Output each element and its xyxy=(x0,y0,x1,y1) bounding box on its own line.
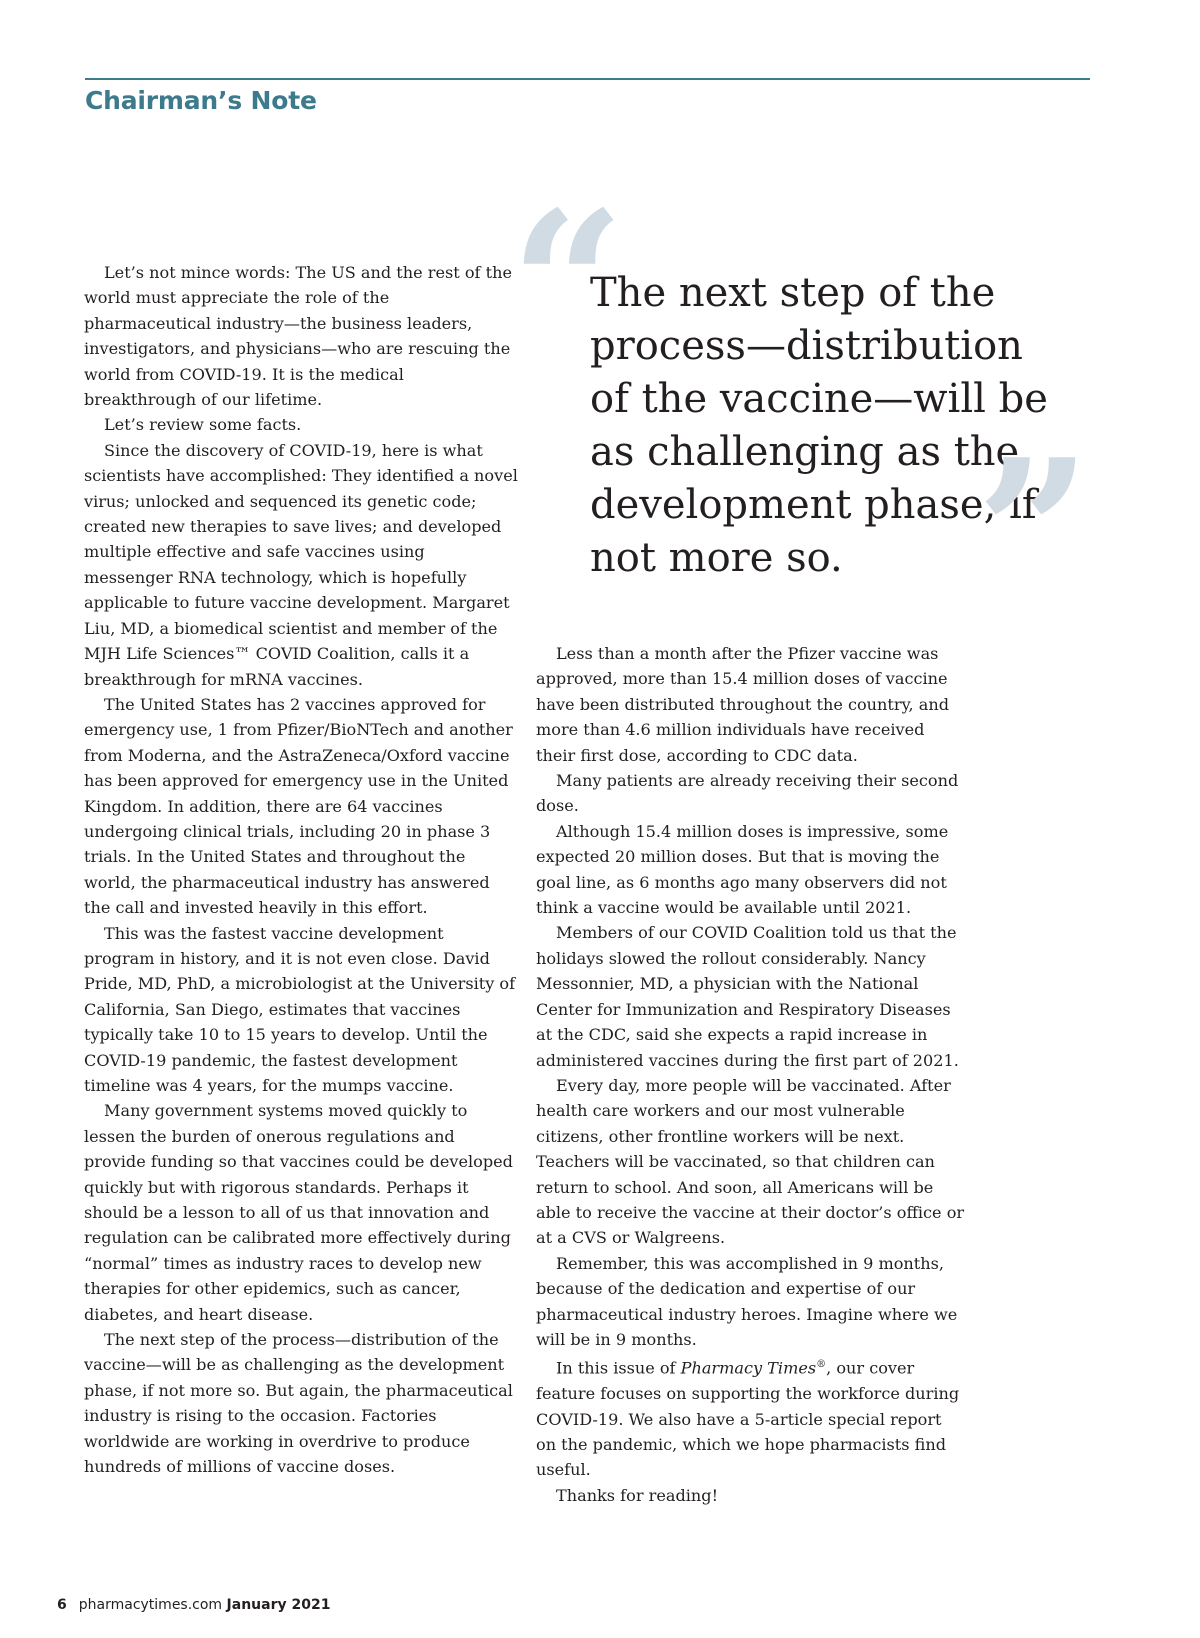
paragraph: The United States has 2 vaccines approved for emergency use, 1 from Pfizer/BioNTech and another from Moderna, and the AstraZeneca/Oxford vaccine has been approved for emergency use in the United Kingdom. In addition, there are 64 vaccines undergoing clinical trials, including 20 in phase 3 trials. In the United States and throughout the world, the pharmaceutical industry has answered the call and invested heavily in this effort. xyxy=(84,694,513,918)
right-column xyxy=(536,641,966,1508)
registered-mark: ® xyxy=(816,1359,827,1371)
paragraph: Let’s review some facts. xyxy=(104,415,302,435)
footer-site: pharmacytimes.com xyxy=(78,1597,223,1613)
paragraph: The next step of the process—distribution of the vaccine—will be as challenging as the development phase, if not more so. But again, the pharmaceutical industry is rising to the occasion. Factories worldwide are working in overdrive to produce hundreds of millions of vaccine doses. xyxy=(84,1330,513,1477)
issue-prefix: In this issue of xyxy=(556,1358,681,1378)
closing-line: Thanks for reading! xyxy=(556,1485,719,1505)
header-rule xyxy=(85,78,1090,80)
paragraph: Members of our COVID Coalition told us that the holidays slowed the rollout considerably. Nancy Messonnier, MD, a physician with the National Center for Immunization and Respiratory Diseases at the CDC, said she expects a rapid increase in administered vaccines during the first part of 2021. xyxy=(536,923,959,1070)
open-quote-mark-icon: “ xyxy=(510,168,626,403)
paragraph: This was the fastest vaccine development program in history, and it is not even close. David Pride, MD, PhD, a microbiologist at the University of California, San Diego, estimates that vaccines typically take 10 to 15 years to develop. Until the COVID-19 pandemic, the fastest development timeline was 4 years, for the mumps vaccine. xyxy=(84,923,516,1095)
paragraph: Many government systems moved quickly to lessen the burden of onerous regulations and provide funding so that vaccines could be developed quickly but with rigorous standards. Perhaps it should be a lesson to all of us that innovation and regulation can be calibrated more effectively during “normal” times as industry races to develop new therapies for other epidemics, such as cancer, diabetes, and heart disease. xyxy=(84,1101,513,1324)
paragraph: Remember, this was accomplished in 9 months, because of the dedication and expertise of our pharmaceutical industry heroes. Imagine where we will be in 9 months. xyxy=(536,1253,958,1349)
issue-suffix: , our cover feature focuses on supporting the workforce during COVID-19. We also have a 5-article special report on the pandemic, which we hope pharmacists find useful. xyxy=(536,1358,960,1480)
paragraph: Many patients are already receiving their second dose. xyxy=(536,771,959,816)
pull-quote: The next step of the process—distribution of the vaccine—will be as challenging as the development phase, if not more so. xyxy=(590,270,1048,581)
section-title: Chairman’s Note xyxy=(85,86,317,115)
publication-name: Pharmacy Times xyxy=(680,1358,817,1378)
page-footer xyxy=(57,1597,330,1613)
paragraph: Every day, more people will be vaccinated. After health care workers and our most vulnerable citizens, other frontline workers will be next. Teachers will be vaccinated, so that children can return to school. And soon, all Americans will be able to receive the vaccine at their doctor’s office or at a CVS or Walgreens. xyxy=(536,1075,965,1248)
close-quote-mark-icon: ” xyxy=(976,416,1092,651)
footer-issue-date: January 2021 xyxy=(226,1597,331,1613)
paragraph: Although 15.4 million doses is impressive, some expected 20 million doses. But that is moving the goal line, as 6 months ago many observers did not think a vaccine would be available until 2021. xyxy=(536,821,949,918)
paragraph: Since the discovery of COVID-19, here is what scientists have accomplished: They identified a novel virus; unlocked and sequenced its genetic code; created new therapies to save lives; and developed multiple effective and safe vaccines using messenger RNA technology, which is hopefully applicable to future vaccine development. Margaret Liu, MD, a biomedical scientist and member of the MJH Life Sciences™ COVID Coalition, calls it a breakthrough for mRNA vaccines. xyxy=(84,440,518,689)
paragraph: Let’s not mince words: The US and the rest of the world must appreciate the role of the pharmaceutical industry—the business leaders, investigators, and physicians—who are rescuing the world from COVID-19. It is the medical breakthrough of our lifetime. xyxy=(84,263,512,410)
left-column xyxy=(84,260,518,1480)
page-number: 6 xyxy=(57,1597,67,1613)
paragraph-issue-note xyxy=(536,1352,966,1482)
paragraph: Less than a month after the Pfizer vaccine was approved, more than 15.4 million doses of vaccine have been distributed throughout the country, and more than 4.6 million individuals have received their first dose, according to CDC data. xyxy=(536,644,950,765)
